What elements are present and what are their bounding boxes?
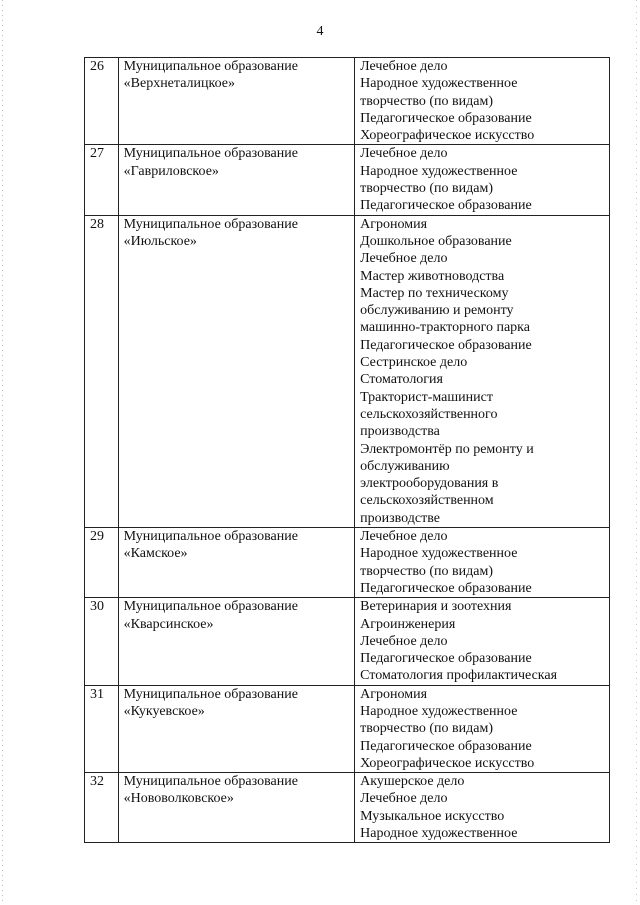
table-row [85,145,610,215]
table-row [85,58,610,145]
table-body [85,58,610,843]
program-line: Педагогическое образование [360,110,532,126]
page-number: 4 [316,24,324,39]
municipality-name-line: Муниципальное образование [123,59,298,74]
program-line: Электромонтёр по ремонту и [360,441,534,457]
program-line: Лечебное дело [360,791,448,807]
programs-list [355,528,610,598]
municipality-name-line: Муниципальное образование [123,146,298,162]
scan-edge-left [2,0,3,905]
program-line: Педагогическое образование [360,651,532,667]
program-line: Лечебное дело [360,146,448,162]
program-line: Агрономия [360,216,428,232]
row-number: 26 [85,58,119,145]
program-line: Мастер по техническому [360,285,509,301]
row-number: 31 [85,685,119,772]
table-row [85,773,610,843]
program-line: Лечебное дело [360,529,448,545]
municipality-name-line: «Нововолковское» [123,791,234,807]
program-line: Лечебное дело [360,251,448,267]
program-line: Музыкальное искусство [360,808,505,824]
program-line: Хореографическое искусство [360,755,535,771]
programs-list [355,685,610,772]
programs-list [355,598,610,685]
table-row [85,598,610,685]
programs-list [355,145,610,215]
table-row [85,215,610,527]
municipality-name [118,685,355,772]
program-line: Народное художественное [360,546,518,562]
program-line: Ветеринария и зоотехния [360,599,512,615]
program-line: сельскохозяйственного [360,406,498,422]
programs-list [355,215,610,527]
program-line: Народное художественное [360,163,518,179]
program-line: Дошкольное образование [360,233,512,249]
program-line: Народное художественное [360,703,518,719]
municipality-name-line: Муниципальное образование [123,599,298,615]
municipality-name-line: Муниципальное образование [123,529,298,545]
programs-list [355,58,610,145]
municipality-name-line: «Верхнеталицкое» [123,76,235,92]
program-line: производстве [360,510,440,526]
municipality-name-line: Муниципальное образование [123,216,298,232]
program-line: Тракторист-машинист [360,389,493,405]
municipality-name [118,773,355,843]
row-number: 30 [85,598,119,685]
row-number: 29 [85,528,119,598]
program-line: производства [360,424,440,440]
row-number: 28 [85,215,119,527]
program-line: Народное художественное [360,76,518,92]
program-line: творчество (по видам) [360,93,493,109]
program-line: машинно-тракторного парка [360,320,530,336]
program-line: Лечебное дело [360,633,448,649]
program-line: Стоматология [360,372,443,388]
program-line: Народное художественное [360,826,518,842]
municipality-name-line: «Кукуевское» [123,703,205,719]
municipality-name-line: «Гавриловское» [123,163,219,179]
program-line: творчество (по видам) [360,181,493,197]
municipality-name [118,528,355,598]
program-line: обслуживанию [360,458,450,474]
municipality-name-line: Муниципальное образование [123,686,298,702]
program-line: Хореографическое искусство [360,128,535,144]
program-line: Стоматология профилактическая [360,668,558,684]
municipality-name-line: Муниципальное образование [123,774,298,790]
program-line: Агрономия [360,686,428,702]
programs-list [355,773,610,843]
municipality-name [118,145,355,215]
program-line: Акушерское дело [360,774,465,790]
table-row [85,685,610,772]
program-line: Лечебное дело [360,59,448,74]
row-number: 32 [85,773,119,843]
program-line: обслуживанию и ремонту [360,303,514,319]
municipality-name-line: «Кварсинское» [123,616,214,632]
municipality-name-line: «Июльское» [123,233,197,249]
municipality-name [118,215,355,527]
municipality-name [118,58,355,145]
row-number: 27 [85,145,119,215]
program-line: Сестринское дело [360,355,468,371]
program-line: Мастер животноводства [360,268,505,284]
program-line: сельскохозяйственном [360,493,494,509]
program-line: Агроинженерия [360,616,456,632]
program-line: Педагогическое образование [360,738,532,754]
program-line: Педагогическое образование [360,580,532,596]
municipality-name-line: «Камское» [123,546,188,562]
table-row [85,528,610,598]
program-line: Педагогическое образование [360,198,532,214]
program-line: творчество (по видам) [360,563,493,579]
program-line: творчество (по видам) [360,721,493,737]
program-line: электрооборудования в [360,476,499,492]
municipality-programs-table [84,57,610,843]
scan-edge-right [636,0,637,905]
program-line: Педагогическое образование [360,337,532,353]
municipality-name [118,598,355,685]
